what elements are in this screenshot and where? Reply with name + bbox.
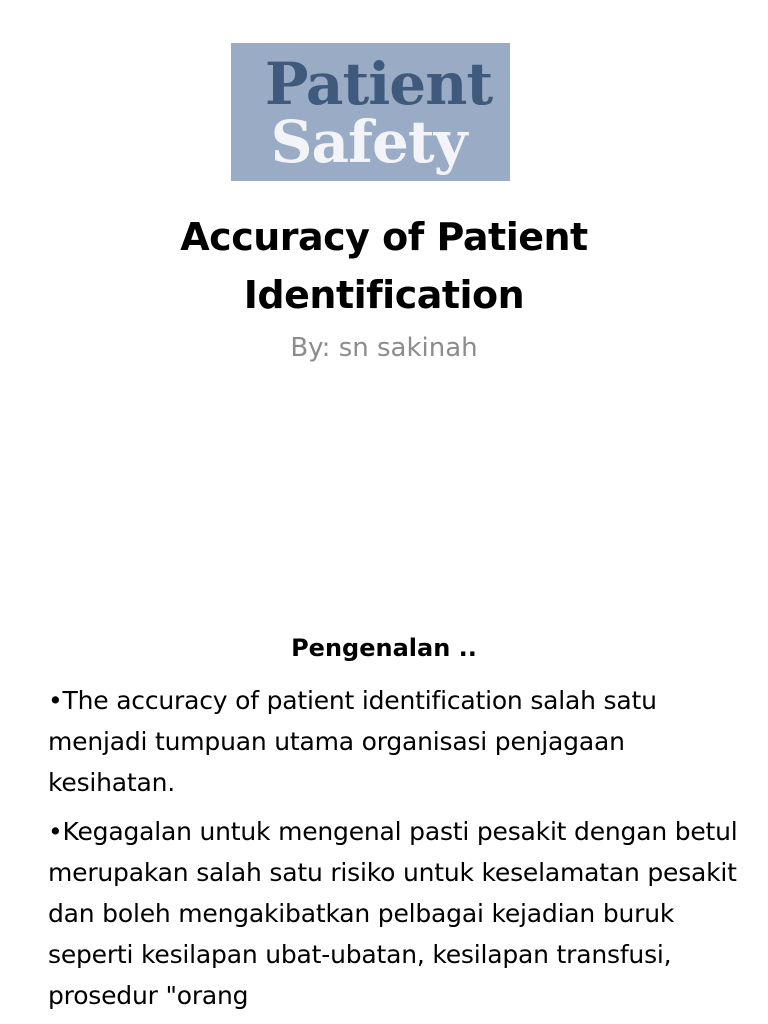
section-heading: Pengenalan .. xyxy=(291,634,477,662)
slide-title-line-1: Accuracy of Patient xyxy=(180,215,588,259)
slide-title xyxy=(0,208,768,324)
bullet-item: •The accuracy of patient identification salah satu menjadi tumpuan utama organisasi penjagaan kesihatan. xyxy=(48,686,657,797)
logo-word-patient: Patient xyxy=(264,50,493,118)
patient-safety-logo xyxy=(231,43,510,181)
content-slide xyxy=(0,600,768,1024)
bullet-list xyxy=(48,680,738,1024)
bullet-item: •Kegagalan untuk mengenal pasti pesakit dengan betul merupakan salah satu risiko untuk keselamatan pesakit dan boleh mengakibatkan pelbagai kejadian buruk seperti kesilapan ubat-ubatan, kesilapan transfusi, prosedur "orang xyxy=(48,817,738,1010)
author-byline: By: sn sakinah xyxy=(290,333,478,363)
logo-word-safety: Safety xyxy=(270,108,467,176)
slide-title-line-2: Identification xyxy=(243,273,525,317)
